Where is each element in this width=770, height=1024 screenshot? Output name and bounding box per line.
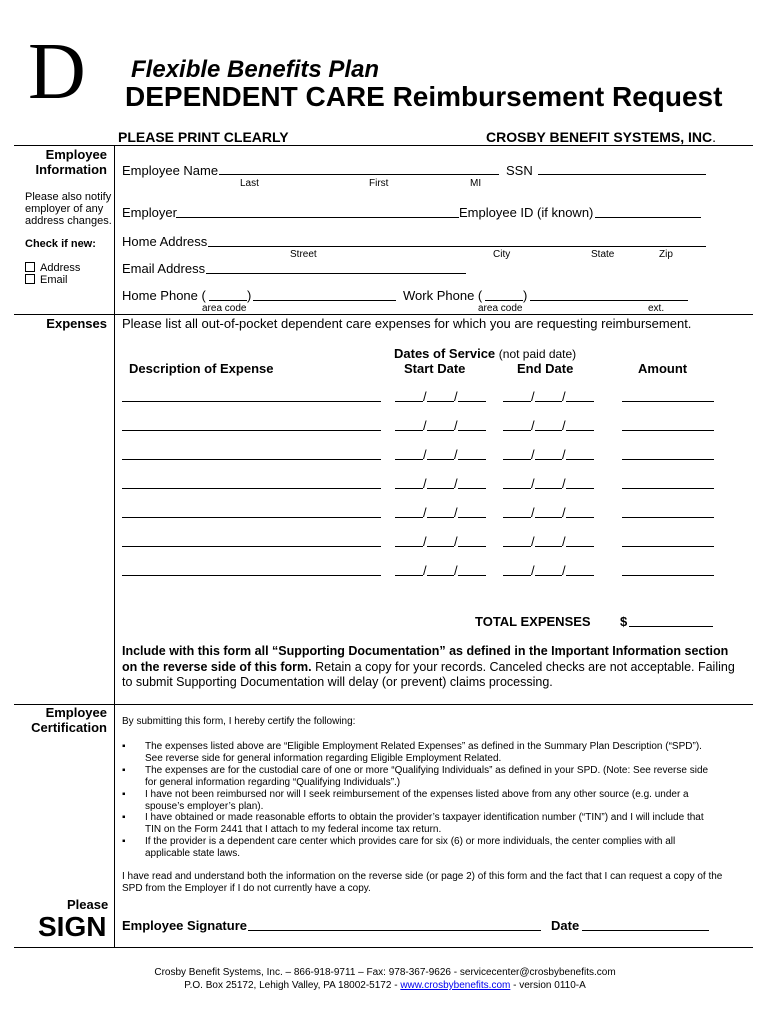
end-day-field[interactable] [535,459,562,460]
dates-of-service-heading: Dates of Service (not paid date) [394,346,577,361]
start-year-field[interactable] [458,546,486,547]
check-if-new-label: Check if new: [25,238,96,250]
work-phone-field[interactable] [530,300,688,301]
signature-date-field[interactable] [582,930,709,931]
sub-city: City [493,249,511,260]
expense-description-field[interactable] [122,575,381,576]
end-month-field[interactable] [503,575,531,576]
start-month-field[interactable] [395,575,423,576]
date-separator: / [423,534,427,549]
end-month-field[interactable] [503,401,531,402]
date-separator: / [562,505,566,520]
end-day-field[interactable] [535,401,562,402]
employee-id-label: Employee ID (if known) [459,205,594,220]
start-day-field[interactable] [427,517,454,518]
expense-description-field[interactable] [122,546,381,547]
sub-zip: Zip [659,249,673,260]
supporting-documentation-note: Include with this form all “Supporting Documentation” as defined in the Important Information section on the reverse side of this form. Retain a copy for your records. Canceled checks are not acceptable. Failing to submit Supporting Documentation will delay (or prevent) claims processing. [122,644,735,689]
address-notify-note: Please also notify employer of any address changes. [25,191,112,227]
end-day-field[interactable] [535,488,562,489]
section-title-expenses: Expenses [46,316,107,331]
certification-bullet: ▪ I have obtained or made reasonable efforts to obtain the provider’s taxpayer identification number (“TIN”) and I will include that TIN on the Form 2441 that I attach to my federal income tax return. [122,812,704,835]
start-month-field[interactable] [395,430,423,431]
date-separator: / [531,418,535,433]
certification-bullet: ▪ I have not been reimbursed nor will I seek reimbursement of the expenses listed above from any other source (e.g. under a spouse’s employer’s plan). [122,789,689,812]
start-day-field[interactable] [427,459,454,460]
work-phone-area-field[interactable] [485,300,523,301]
please-label: Please [67,897,109,912]
company-name: CROSBY BENEFIT SYSTEMS, INC. [486,129,716,145]
date-separator: / [562,563,566,578]
start-month-field[interactable] [395,546,423,547]
end-day-field[interactable] [535,546,562,547]
sub-mi: MI [470,178,482,189]
date-label: Date [551,918,580,933]
home-phone-field[interactable] [253,300,396,301]
divider-bottom [14,947,753,948]
start-day-field[interactable] [427,430,454,431]
employee-signature-field[interactable] [248,930,541,931]
certification-bullet: ▪ If the provider is a dependent care center which provides care for six (6) or more individuals, the center complies with all applicable state laws. [122,836,676,859]
column-description: Description of Expense [129,361,274,376]
work-phone-paren: ) [523,288,528,303]
column-start-date: Start Date [404,361,466,376]
date-separator: / [531,476,535,491]
sub-area-code-work: area code [478,303,523,314]
start-year-field[interactable] [458,488,486,489]
end-year-field[interactable] [566,459,594,460]
end-month-field[interactable] [503,517,531,518]
expense-description-field[interactable] [122,430,381,431]
home-phone-area-field[interactable] [209,300,247,301]
section-title-employee-information: Employee Information [35,147,107,177]
date-separator: / [562,418,566,433]
checkbox-email[interactable]: Email [25,274,68,286]
date-separator: / [423,563,427,578]
start-day-field[interactable] [427,488,454,489]
employee-id-field[interactable] [595,217,701,218]
date-separator: / [562,534,566,549]
end-year-field[interactable] [566,488,594,489]
home-address-field[interactable] [208,246,706,247]
sub-last: Last [240,178,259,189]
end-year-field[interactable] [566,430,594,431]
start-month-field[interactable] [395,517,423,518]
ssn-field[interactable] [538,174,706,175]
expense-description-field[interactable] [122,459,381,460]
amount-field[interactable] [622,401,714,402]
employee-name-label: Employee Name [122,163,219,178]
work-phone-label: Work Phone ( [403,288,483,303]
email-address-field[interactable] [206,273,466,274]
amount-field[interactable] [622,488,714,489]
total-dollar-sign: $ [620,614,628,629]
ssn-label: SSN [506,163,533,178]
end-year-field[interactable] [566,546,594,547]
date-separator: / [423,447,427,462]
sub-ext: ext. [648,303,665,314]
end-month-field[interactable] [503,459,531,460]
form-letter: D [28,28,86,116]
divider-top [14,145,753,146]
date-separator: / [454,563,458,578]
start-year-field[interactable] [458,517,486,518]
end-year-field[interactable] [566,575,594,576]
column-amount: Amount [638,361,688,376]
amount-field[interactable] [622,459,714,460]
date-separator: / [454,418,458,433]
certification-bullet: ▪ The expenses are for the custodial care of one or more “Qualifying Individuals” as defined in your SPD. (Note: See reverse side for general information regarding “Qualifying Individuals”.) [122,765,709,788]
start-month-field[interactable] [395,488,423,489]
start-year-field[interactable] [458,430,486,431]
start-day-field[interactable] [427,401,454,402]
checkbox-address[interactable]: Address [25,262,80,274]
end-day-field[interactable] [535,430,562,431]
plan-title: Flexible Benefits Plan [131,56,380,83]
divider-certification [14,704,753,705]
date-separator: / [454,447,458,462]
date-separator: / [562,447,566,462]
date-separator: / [454,389,458,404]
email-address-label: Email Address [122,261,206,276]
divider-vertical [114,145,115,947]
date-separator: / [423,476,427,491]
end-day-field[interactable] [535,517,562,518]
date-separator: / [531,447,535,462]
expense-description-field[interactable] [122,488,381,489]
sub-street: Street [290,249,317,260]
start-day-field[interactable] [427,575,454,576]
date-separator: / [531,389,535,404]
date-separator: / [454,534,458,549]
date-separator: / [423,389,427,404]
end-year-field[interactable] [566,517,594,518]
start-year-field[interactable] [458,575,486,576]
section-title-certification: Employee Certification [31,705,107,735]
start-year-field[interactable] [458,459,486,460]
employer-field[interactable] [176,217,459,218]
start-month-field[interactable] [395,459,423,460]
home-address-label: Home Address [122,234,208,249]
footer-address-line: P.O. Box 25172, Lehigh Valley, PA 18002-5172 - www.crosbybenefits.com - version 0110-A [184,980,586,991]
certification-closing: I have read and understand both the information on the reverse side (or page 2) of this form and the fact that I can request a copy of the SPD from the Employer if I do not currently have a copy. [122,871,723,894]
date-separator: / [423,418,427,433]
end-month-field[interactable] [503,430,531,431]
amount-field[interactable] [622,546,714,547]
start-month-field[interactable] [395,401,423,402]
date-separator: / [454,505,458,520]
end-month-field[interactable] [503,488,531,489]
form-title: DEPENDENT CARE Reimbursement Request [125,81,723,112]
amount-field[interactable] [622,517,714,518]
expense-description-field[interactable] [122,401,381,402]
sub-state: State [591,249,615,260]
date-separator: / [562,389,566,404]
sub-area-code-home: area code [202,303,247,314]
date-separator: / [531,534,535,549]
divider-expenses [14,314,753,315]
date-separator: / [562,476,566,491]
checkbox-icon[interactable] [25,262,35,272]
date-separator: / [454,476,458,491]
website-link[interactable]: www.crosbybenefits.com [400,980,511,991]
start-year-field[interactable] [458,401,486,402]
start-day-field[interactable] [427,546,454,547]
sub-first: First [369,178,389,189]
date-separator: / [531,563,535,578]
amount-field[interactable] [622,430,714,431]
certification-bullet: ▪ The expenses listed above are “Eligible Employment Related Expenses” as defined in the Summary Plan Description (“SPD”). See reverse side for general information regarding Eligible Employment Related. [122,741,702,764]
home-phone-label: Home Phone ( [122,288,206,303]
home-phone-paren: ) [247,288,252,303]
total-expenses-label: TOTAL EXPENSES [475,614,591,629]
date-separator: / [423,505,427,520]
employee-name-field[interactable] [219,174,499,175]
sign-label: SIGN [38,911,107,942]
checkbox-icon[interactable] [25,274,35,284]
footer-contact-line: Crosby Benefit Systems, Inc. – 866-918-9711 – Fax: 978-367-9626 - servicecenter@crosbybenefits.com [154,967,616,978]
date-separator: / [531,505,535,520]
employee-signature-label: Employee Signature [122,918,247,933]
total-expenses-field[interactable] [629,626,713,627]
amount-field[interactable] [622,575,714,576]
expense-description-field[interactable] [122,517,381,518]
end-month-field[interactable] [503,546,531,547]
column-end-date: End Date [517,361,574,376]
employer-label: Employer [122,205,177,220]
print-clearly-note: PLEASE PRINT CLEARLY [118,129,289,145]
expenses-instructions: Please list all out-of-pocket dependent care expenses for which you are requesting reimbursement. [122,316,692,331]
certification-intro: By submitting this form, I hereby certify the following: [122,716,356,727]
end-year-field[interactable] [566,401,594,402]
end-day-field[interactable] [535,575,562,576]
